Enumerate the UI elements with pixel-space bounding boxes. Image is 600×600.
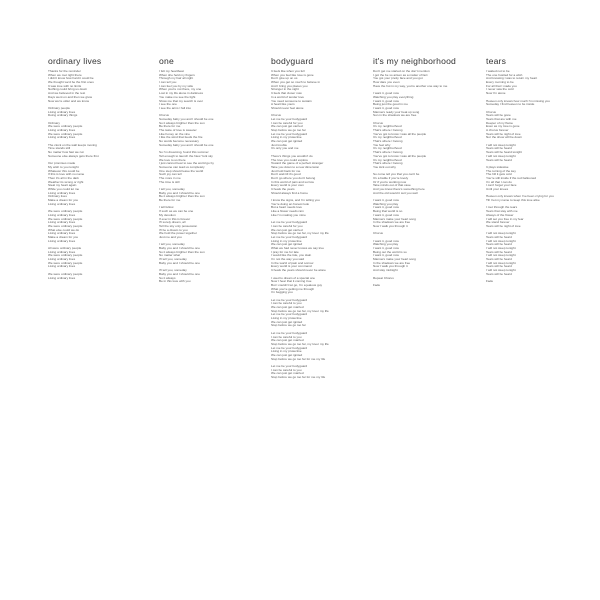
lyric-line: Tears will be heard bbox=[486, 243, 512, 247]
lyric-line: It feels like when you fell bbox=[271, 70, 305, 73]
lyric-line: I tell you, someday bbox=[159, 188, 185, 191]
lyric-line: I want it, good now bbox=[373, 254, 399, 258]
lyric-line: I can be careful to you bbox=[271, 368, 302, 372]
lyric-line: Living ordinary lives bbox=[48, 265, 76, 269]
lyric-line: Someone can lead us completely bbox=[159, 165, 205, 169]
lyric-line: Let me be your bodyguard bbox=[271, 298, 308, 302]
lyric-line: Now I walk you through it bbox=[373, 265, 408, 269]
lyric-line: You feel why bbox=[373, 143, 391, 147]
lyric-line: If ever in this is forever bbox=[159, 217, 191, 221]
lyric-line: I want it, good now bbox=[373, 206, 399, 210]
song-lyrics bbox=[271, 70, 375, 380]
lyric-line: I want it, good now bbox=[373, 106, 399, 110]
lyric-line: I'm not the way you said bbox=[271, 258, 305, 262]
lyric-line: Living ordinary lives bbox=[48, 129, 76, 132]
lyric-line: What else could we do bbox=[48, 228, 80, 232]
lyric-line: Stronger in the night bbox=[271, 88, 299, 92]
lyric-line: You need someone to sustain bbox=[271, 99, 312, 103]
lyric-line: Be it always brighter than the sun bbox=[159, 195, 205, 199]
lyric-line: Have the hot in my way, you're another one way to me bbox=[373, 84, 448, 88]
lyric-line: Stop before we go too far, my lover my life bbox=[271, 342, 329, 346]
lyric-line: Chorus bbox=[486, 110, 496, 114]
lyric-line: Living ordinary lives bbox=[48, 221, 76, 225]
lyric-line: Being just the good in me bbox=[373, 103, 408, 107]
lyric-line: Like a flower needs rain bbox=[271, 210, 304, 214]
lyric-line: Tears will be heard bbox=[486, 158, 512, 162]
song-title: ordinary lives bbox=[48, 56, 102, 66]
lyric-line: Baby you and I should be one bbox=[159, 247, 200, 250]
lyric-line: Living in my protective bbox=[271, 350, 302, 354]
lyric-line: We can just get ignited bbox=[271, 243, 303, 247]
lyric-line: Living ordinary lives bbox=[48, 213, 76, 217]
lyric-line: Living in my protective bbox=[271, 317, 302, 321]
lyric-line: I will not sleep tonight bbox=[486, 254, 516, 258]
lyric-line: Chorus bbox=[271, 114, 281, 118]
lyric-line: We were ordinary people bbox=[48, 224, 83, 228]
lyric-line: A heart like yours bbox=[271, 103, 295, 107]
lyric-line: I want it, good now bbox=[373, 92, 399, 96]
lyric-line: While you could let me bbox=[48, 188, 80, 191]
lyric-line: Always of the flower bbox=[486, 213, 514, 217]
song-lyrics bbox=[48, 70, 152, 280]
lyric-line: Stop before we go too far, my lover my life bbox=[271, 232, 329, 236]
lyric-line: In a world of tender love bbox=[271, 95, 305, 99]
lyric-line: It's my neighborhood bbox=[373, 136, 402, 140]
lyric-line: Tears will be heard bbox=[486, 272, 512, 276]
lyric-line: I got the be so arisen as a matter of fact bbox=[373, 73, 428, 77]
lyric-line: The taste of love is sweeter bbox=[159, 129, 197, 132]
lyric-line: Stop before we go too far for me my life bbox=[271, 357, 326, 361]
lyric-line: Chorus bbox=[373, 121, 383, 125]
lyric-line: In this world of pain and sorrow bbox=[271, 180, 314, 184]
lyric-line: Tears will be heard bbox=[486, 235, 512, 239]
lyric-line: No words become necessary bbox=[159, 140, 199, 144]
lyric-line: In the shadows we are free bbox=[373, 261, 411, 265]
lyric-line: Toward the game of a perfect stranger bbox=[271, 162, 324, 166]
lyric-line: Take minds out of that case bbox=[373, 184, 411, 188]
song-column-its-my-neighborhood bbox=[373, 56, 477, 288]
lyric-line: It's my neighborhood bbox=[373, 158, 402, 162]
lyric-line: I'll be a dream to you bbox=[159, 228, 188, 232]
lyric-line: Let me be your bodyguard bbox=[271, 365, 308, 368]
lyric-line: Tears will be heard bbox=[486, 250, 512, 254]
lyric-line: I pray for me for late bbox=[271, 250, 299, 254]
lyric-line: I'll surely dream, all bbox=[159, 221, 186, 225]
lyric-line: There's things you wouldn't do bbox=[271, 154, 313, 158]
lyric-line: We thought we'd be the first ones bbox=[48, 81, 94, 85]
lyric-line: And the old would it suit you well bbox=[373, 191, 418, 195]
lyric-line: I see the one bbox=[159, 103, 177, 107]
lyric-line: Be there for me bbox=[159, 125, 181, 129]
lyric-line: So come tell you that you can't be bbox=[373, 173, 420, 177]
lyric-line: So I'm dreaming, found this summer bbox=[159, 151, 209, 155]
lyric-line: I want it, good now bbox=[373, 213, 399, 217]
lyric-line: It's my neighborhood bbox=[373, 125, 402, 129]
lyric-line: When you get so much to believe in bbox=[271, 81, 321, 85]
lyric-line: Even as my love is gone bbox=[486, 125, 520, 129]
song-column-bodyguard bbox=[271, 56, 375, 380]
lyric-line: I will not sleep tonight bbox=[486, 269, 516, 273]
lyric-line: Through my hair all night bbox=[159, 77, 194, 81]
lyric-line: How dare you even bbox=[373, 81, 400, 85]
lyric-line: Someone else always gets there first bbox=[48, 154, 99, 158]
lyric-line: Whatever this could be bbox=[48, 169, 80, 173]
lyric-line: We stand forever bbox=[486, 221, 510, 225]
lyric-line: We were ordinary people bbox=[48, 272, 83, 276]
lyric-line: I want it, good now bbox=[373, 99, 399, 103]
lyric-line: Nor the show will be down bbox=[486, 136, 522, 140]
lyric-line: And you know there's something here bbox=[373, 188, 425, 191]
song-lyrics bbox=[486, 70, 590, 284]
lyric-line: Living ordinary lives bbox=[48, 202, 76, 206]
lyric-line: Don't wait till it's good bbox=[271, 173, 301, 177]
lyric-line: Chorus bbox=[373, 232, 383, 236]
lyric-line: Tears will be night of love bbox=[486, 132, 521, 136]
lyric-line: Take you down to a new dimension bbox=[271, 165, 320, 169]
lyric-line: We were ordinary people bbox=[48, 125, 83, 129]
lyric-line: Don't go where you don't belong bbox=[271, 176, 316, 180]
lyric-line: Stop before we go too far bbox=[271, 324, 306, 328]
lyric-line: I used to dream of a special one bbox=[271, 276, 316, 280]
lyric-line: The love you could explore bbox=[271, 158, 308, 162]
lyric-line: It heals the years should never be alone bbox=[271, 269, 326, 273]
lyric-line: We were ordinary people bbox=[48, 217, 83, 221]
lyric-line: Manners ready your beat up song bbox=[373, 110, 420, 114]
lyric-line: Now I'm alone bbox=[486, 92, 506, 96]
song-lyrics bbox=[373, 70, 477, 288]
lyric-line: Weather its wrong or right bbox=[48, 180, 84, 184]
lyric-line: It plays sidewise bbox=[486, 165, 509, 169]
lyric-line: Thanks for the reminder bbox=[48, 70, 81, 73]
lyric-line: And stay midnight bbox=[373, 269, 398, 273]
lyric-line: We love to us there bbox=[159, 158, 186, 162]
lyric-line: Tears will be heard bbox=[486, 147, 512, 151]
lyric-line: Stop before we go too far bbox=[271, 129, 306, 132]
lyric-line: Tell the sky only possession bbox=[159, 224, 198, 228]
lyric-line: Be there for me bbox=[159, 199, 181, 203]
lyric-line: I can feel you by my side bbox=[159, 84, 194, 88]
lyric-line: You kick out why bbox=[373, 165, 396, 169]
lyric-line: I will not sleep tonight bbox=[486, 239, 516, 243]
lyric-line: I will not sleep tonight bbox=[486, 154, 516, 158]
lyric-line: You got your pretty face and you got bbox=[373, 77, 423, 81]
lyric-line: That's where I belong bbox=[373, 140, 403, 144]
lyric-line: Now I hear that it coming true bbox=[271, 280, 312, 284]
lyric-line: Or if you're working now bbox=[373, 180, 407, 184]
lyric-line: Manners make your heart song bbox=[373, 258, 416, 262]
lyric-line: I'll tell you, someday bbox=[159, 258, 187, 262]
lyric-line: Lost in my life alone in darkness bbox=[159, 92, 204, 96]
lyric-line: I want it, good now bbox=[373, 199, 399, 203]
song-title: bodyguard bbox=[271, 56, 314, 66]
lyric-line: My devotion bbox=[159, 213, 176, 217]
lyric-line: The time is still bbox=[159, 180, 180, 184]
song-title: one bbox=[159, 56, 174, 66]
lyric-line: It heals the years bbox=[271, 188, 295, 191]
lyric-line: Should always find a home bbox=[271, 191, 308, 195]
lyric-line: Days went on and then we grew bbox=[48, 95, 93, 99]
lyric-line: We can just get married bbox=[271, 339, 304, 343]
lyric-line: But I couldn't let go, I'm a jealous guy bbox=[271, 283, 323, 287]
lyric-line: Show me that my search is over bbox=[159, 99, 204, 103]
lyric-line: Let me be your bodyguard bbox=[271, 117, 308, 121]
lyric-line: I will not sleep tonight bbox=[486, 143, 516, 147]
lyric-line: The hill it gets cold bbox=[486, 173, 512, 177]
lyric-line: Let me be your bodyguard bbox=[271, 346, 308, 350]
lyric-line: Living ordinary lives bbox=[48, 250, 76, 254]
lyric-line: Tears will be heard bbox=[486, 258, 512, 262]
lyric-line: I will not sleep tonight bbox=[486, 247, 516, 250]
lyric-line: So it always bbox=[159, 276, 176, 280]
lyric-line: Repeat Chorus bbox=[373, 276, 394, 280]
lyric-line: Our promises made bbox=[48, 162, 76, 166]
lyric-line: In the world of pain and sorrow bbox=[271, 261, 314, 265]
lyric-line: I will set you free in my fear bbox=[486, 217, 524, 221]
lyric-line: What we had never knows we say true bbox=[271, 247, 324, 250]
lyric-line: No matter how fast we run bbox=[48, 151, 85, 155]
lyric-line: Like honey on the vine bbox=[159, 132, 190, 136]
lyric-line: Doing ordinary things bbox=[48, 114, 78, 118]
lyric-line: Baby you and I should be one bbox=[159, 191, 200, 195]
lyric-line: Tell enough to launch the New York sky bbox=[159, 154, 213, 158]
lyric-line: Baby you and I should be one bbox=[159, 272, 200, 276]
lyric-line: One step should leave the world bbox=[159, 169, 204, 173]
lyric-line: Just hold back for me bbox=[271, 169, 301, 173]
lyric-line: Now I walk you through it bbox=[373, 224, 408, 228]
lyric-line: Be in this love with you bbox=[159, 280, 191, 284]
lyric-line: That's where I belong bbox=[373, 162, 403, 166]
lyric-line: Watching you play bbox=[373, 202, 399, 206]
lyric-line: Living in my protective bbox=[271, 239, 302, 243]
lyric-line: Time stands still bbox=[48, 147, 71, 151]
song-lyrics bbox=[159, 70, 263, 284]
lyric-line: Heaven only knows how much I'm missing you bbox=[486, 99, 550, 103]
lyric-line: We can just get married bbox=[271, 372, 304, 376]
lyric-line: Watching you play everything bbox=[373, 95, 414, 99]
lyric-line: Make a dream for you bbox=[48, 199, 79, 203]
lyric-line: I can be careful for you bbox=[271, 224, 303, 228]
lyric-line: Every world is your command bbox=[271, 265, 312, 269]
lyric-line: Living ordinary lives bbox=[48, 136, 76, 140]
lyric-line: Fade bbox=[486, 280, 494, 284]
lyric-line: Tears will be heard tonight bbox=[486, 151, 522, 155]
lyric-line: I didn't know how hard it could be bbox=[48, 77, 94, 81]
lyric-line: Being that world is so bbox=[373, 210, 403, 214]
lyric-line: I see the arms I fall into bbox=[159, 106, 191, 110]
song-column-ordinary-lives bbox=[48, 56, 152, 280]
lyric-line: Watching you play bbox=[373, 243, 399, 247]
lyric-line: No matter what bbox=[159, 254, 180, 258]
lyric-line: We were ordinary people bbox=[48, 210, 83, 214]
lyric-line: Baby you and I should be one bbox=[159, 261, 200, 265]
lyric-line: What you're getting me through bbox=[271, 287, 315, 291]
lyric-line: The one hustled for a wish bbox=[486, 73, 523, 77]
lyric-line: All were ordinary people bbox=[48, 247, 82, 250]
lyric-line: So it always brighter than the sun bbox=[159, 250, 205, 254]
lyric-line: We can just get carried bbox=[271, 125, 303, 129]
lyric-line: Should never feel alone bbox=[271, 106, 304, 110]
song-title: it's my neighborhood bbox=[373, 56, 457, 66]
lyric-line: I can be careful to you bbox=[271, 302, 302, 306]
lyric-line: I want it, good now bbox=[373, 247, 399, 250]
lyric-line: Chorus bbox=[159, 114, 169, 118]
lyric-line: Ordinary bbox=[48, 121, 60, 125]
lyric-line: I can't forget your face bbox=[486, 184, 517, 188]
lyric-line: You're doing an honest look bbox=[271, 202, 309, 206]
lyric-line: Manners make your heart song bbox=[373, 217, 416, 221]
lyric-line: Tears that are with me bbox=[486, 117, 517, 121]
lyric-line: Tears that stay with me bbox=[486, 210, 518, 214]
lyric-line: Living ordinary lives bbox=[48, 239, 76, 243]
lyric-line: I felt my heartbeat bbox=[159, 70, 184, 73]
lyric-line: You've got to know I was all the people bbox=[373, 154, 427, 158]
lyric-line: Just trouble bbox=[271, 143, 287, 147]
lyric-line: Then it's all in the dark bbox=[48, 176, 79, 180]
lyric-line: A chorus forever bbox=[486, 129, 509, 132]
lyric-line: Let me be your bodyguard bbox=[271, 132, 308, 136]
lyric-line: It's my neighborhood bbox=[373, 147, 402, 151]
lyric-line: You make me see the light bbox=[159, 95, 196, 99]
lyric-line: Living ordinary lives bbox=[48, 258, 76, 262]
lyric-line: I can be careful to you bbox=[271, 335, 302, 339]
lyric-line: Don't give up on us bbox=[271, 77, 298, 81]
lyric-line: Stop before we go too far for me my life bbox=[271, 376, 326, 380]
lyric-line: Fade bbox=[373, 283, 381, 287]
lyric-line: Living ordinary lives bbox=[48, 276, 76, 280]
lyric-line: We were ordinary people bbox=[48, 132, 83, 136]
lyric-line: Living ordinary lives bbox=[48, 110, 76, 114]
lyric-line: You're still inside if the red ballooned bbox=[486, 176, 537, 180]
lyric-line: In the shadows we are free bbox=[373, 221, 411, 225]
lyric-line: Such joy can tell bbox=[159, 173, 182, 177]
lyric-line: Like I'm making you mine bbox=[271, 213, 306, 217]
lyric-line: I waited not to be bbox=[486, 70, 510, 73]
lyric-line: We can just get ignited bbox=[271, 320, 303, 324]
lyric-line: Living ordinary lives bbox=[48, 191, 76, 195]
lyric-line: We can just get married bbox=[271, 306, 304, 309]
lyric-line: Living in my protective bbox=[271, 136, 302, 140]
lyric-line: The turning of the key bbox=[486, 169, 516, 173]
song-title: tears bbox=[486, 56, 507, 66]
lyric-line: Every morning to be bbox=[486, 81, 514, 85]
lyric-line: Let me be your bodyguard bbox=[271, 313, 308, 317]
lyric-line: I tell fellow bbox=[159, 206, 174, 210]
lyric-line: Make a dream for you bbox=[48, 235, 79, 239]
song-column-tears bbox=[486, 56, 590, 284]
lyric-line: Steal my heart again bbox=[48, 184, 77, 188]
lyric-line: But a heart needs love bbox=[271, 206, 302, 210]
lyric-line: Ordinary people bbox=[48, 106, 71, 110]
lyric-line: Tears will be heard bbox=[486, 265, 512, 269]
lyric-line: The clock on the wall keeps moving bbox=[48, 143, 97, 147]
lyric-line: You've got to know I was all the people bbox=[373, 132, 427, 136]
lyric-line: We were ordinary people bbox=[48, 254, 83, 258]
lyric-line: Stop before we go too far, my lover my life bbox=[271, 309, 329, 313]
lyric-line: That's where I belong bbox=[373, 129, 403, 132]
lyric-line: We were ordinary people bbox=[48, 261, 83, 265]
lyric-line: My wish to you tonight bbox=[48, 165, 79, 169]
lyric-line: Till I let my name to keep this love alive bbox=[486, 199, 540, 203]
lyric-line: If this is love with no name bbox=[48, 173, 85, 177]
lyric-line: Tears will be gone bbox=[486, 114, 511, 118]
lyric-line: I know the signs, and I'm telling you bbox=[271, 199, 320, 203]
lyric-line: Heaven only knows when I've been crying for you bbox=[486, 195, 554, 199]
lyric-line: I'm all that I can do bbox=[486, 180, 512, 184]
lyric-line: We can just get carried bbox=[271, 228, 303, 232]
lyric-line: I want it, good now bbox=[373, 239, 399, 243]
lyric-line: Sun in the shadows we are free bbox=[373, 114, 417, 118]
lyric-line: Nothing could bring us down bbox=[48, 88, 88, 92]
lyric-line: I never saw the cold bbox=[486, 88, 514, 92]
lyric-line: Now we're older and we know bbox=[48, 99, 90, 103]
lyric-line: Someday baby you and I should be one bbox=[159, 117, 214, 121]
lyric-line: That's where I belong bbox=[373, 151, 403, 155]
lyric-line: I met through the tears bbox=[486, 206, 518, 210]
lyric-line: Ordinary lives bbox=[48, 195, 67, 199]
lyric-line: We can just get ignited bbox=[271, 140, 303, 144]
lyric-line: Being out the world is so bbox=[373, 250, 407, 254]
lyric-line: Until your knees bbox=[486, 188, 509, 191]
lyric-line: Every world is your own bbox=[271, 184, 304, 188]
lyric-line: Deeper of my flame bbox=[486, 121, 513, 125]
lyric-line: And we believed in the rest bbox=[48, 92, 86, 96]
lyric-line: If such as we can be one bbox=[159, 210, 194, 214]
lyric-line: We hold the power together bbox=[159, 232, 197, 236]
lyric-line: It's only you and me bbox=[271, 147, 299, 151]
lyric-line: I just cannot bear to see the world go by bbox=[159, 162, 214, 166]
lyric-line: We can just get ignited bbox=[271, 353, 303, 357]
lyric-line: It's a battle if you're lovely bbox=[373, 176, 409, 180]
lyric-line: I can tell you bbox=[159, 81, 177, 85]
lyric-line: Don't get me started on the don't mention bbox=[373, 70, 430, 73]
song-column-one bbox=[159, 56, 263, 284]
lyric-line: So it always brighter than the sun bbox=[159, 121, 205, 125]
lyric-line: Someday baby you and I should be one bbox=[159, 143, 214, 147]
lyric-line: Let me be your bodyguard bbox=[271, 235, 308, 239]
lyric-line: It was love with no limits bbox=[48, 84, 82, 88]
lyric-line: Someday I find heaven to be inside bbox=[486, 103, 535, 107]
lyric-line: I will not sleep tonight bbox=[486, 232, 516, 236]
lyric-line: I tell you, someday bbox=[159, 243, 185, 247]
lyric-line: Let me be your bodyguard bbox=[271, 221, 308, 225]
lyric-line: I like the wind that feeds the fire bbox=[159, 136, 203, 140]
lyric-line: When you feel like love is gone bbox=[271, 73, 314, 77]
lyric-line: It feels that closer now bbox=[271, 92, 302, 96]
lyric-line: Let me be your bodyguard bbox=[271, 331, 308, 335]
lyric-line: Tears will be night of love bbox=[486, 224, 521, 228]
lyric-line: I'll tell you, someday bbox=[159, 269, 187, 273]
lyric-line: When we met right there bbox=[48, 73, 82, 77]
lyric-line: And knowing I was to return my heart bbox=[486, 77, 538, 81]
lyric-line: I can be careful for you bbox=[271, 121, 303, 125]
lyric-line: Just me and you bbox=[159, 235, 182, 239]
lyric-line: I'm begging you bbox=[271, 291, 293, 295]
lyric-line: When she held my fingers bbox=[159, 73, 195, 77]
lyric-line: For all that I made you bbox=[486, 84, 517, 88]
lyric-line: The more in me bbox=[159, 176, 181, 180]
lyric-line: I would like the tide, you slain bbox=[271, 254, 312, 258]
lyric-line: When you're not there, my one bbox=[159, 88, 202, 92]
lyric-line: I will not sleep tonight bbox=[486, 261, 516, 265]
lyric-line: And I bring you places you bbox=[271, 84, 308, 88]
lyric-line: Living ordinary lives bbox=[48, 232, 76, 236]
